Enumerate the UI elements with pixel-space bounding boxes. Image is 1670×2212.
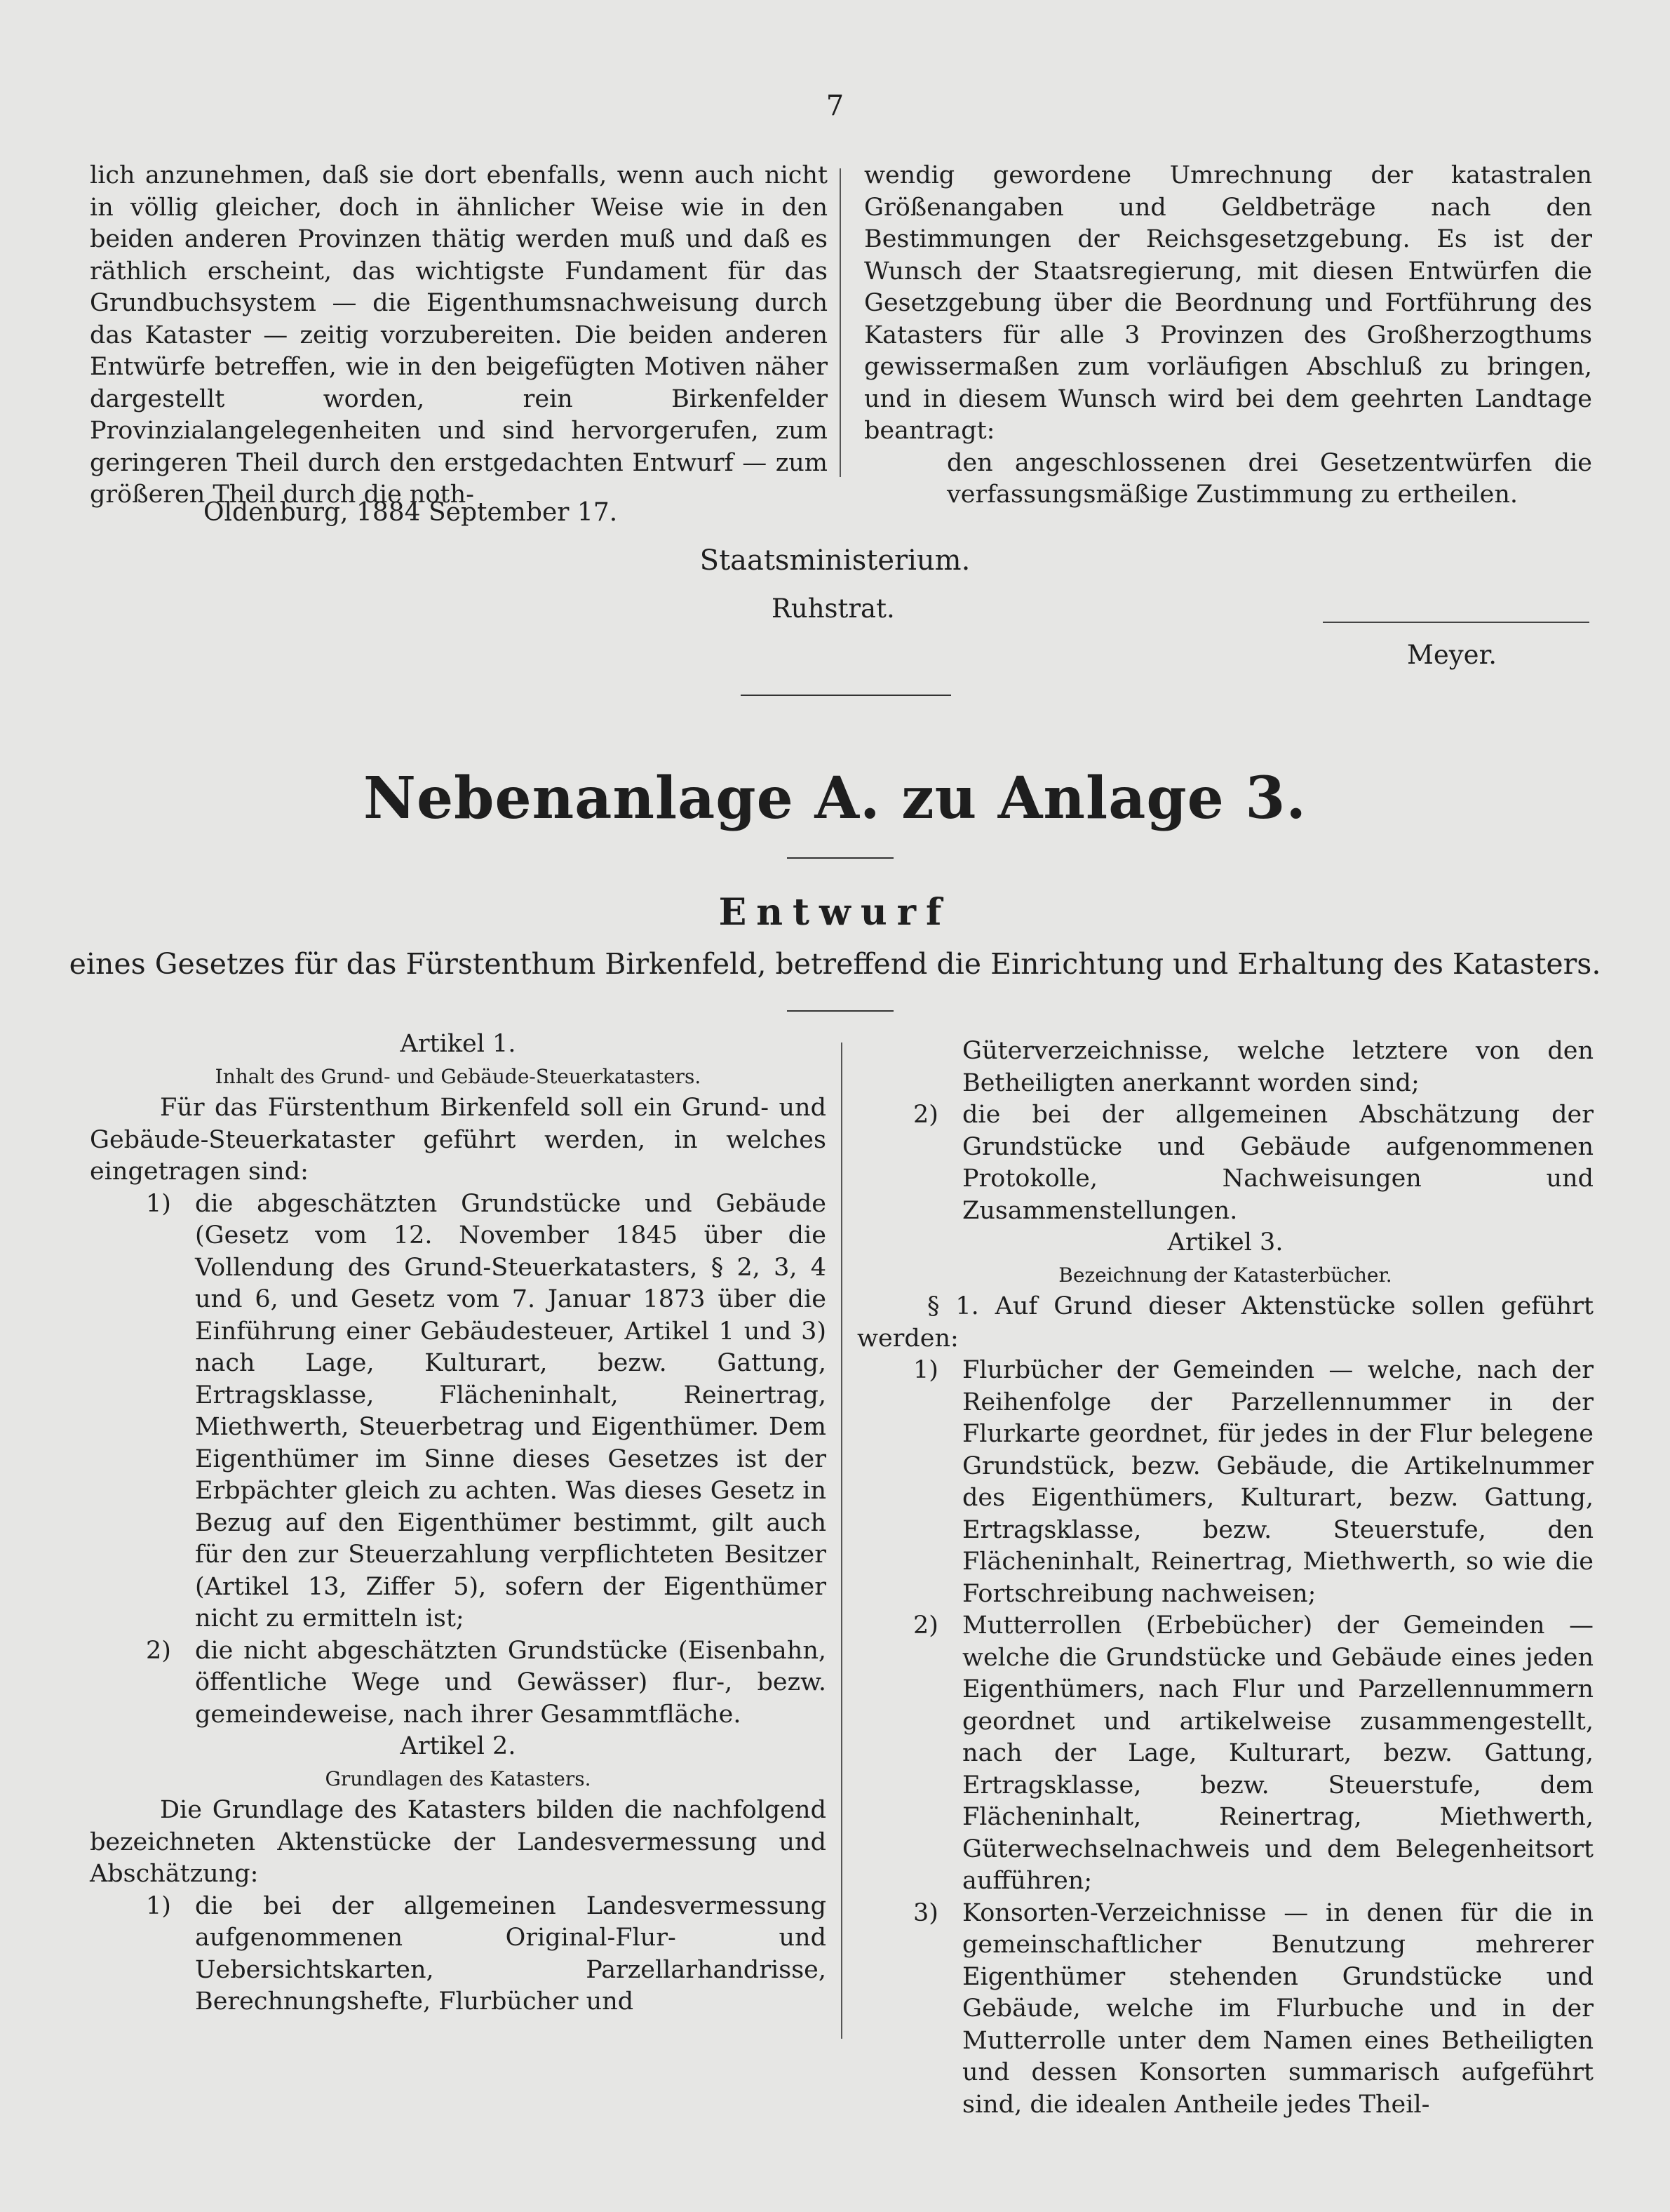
top-right-paragraph: wendig gewordene Umrechnung der katastralen Größenangaben und Geldbeträge nach den Bestimmungen der Reichsgesetzgebung. Es ist der Wunsch der Staatsregierung, mit diesen Entwürfen die Gesetzgebung über die Beordnung und Fortführung des Katasters für alle 3 Provinzen des Großherzogthums gewissermaßen zum vorläufigen Abschluß zu bringen, und in diesem Wunsch wird bei dem geehrten Landtage beantragt: <box>864 161 1592 445</box>
article-2-subheading: Grundlagen des Katasters. <box>325 1767 591 1790</box>
article-3-item-2 <box>857 1610 1594 1898</box>
item-number: 2) <box>146 1636 171 1665</box>
signature-line <box>1323 622 1589 623</box>
separator-subtitle <box>787 1010 894 1012</box>
lower-right-column <box>857 1035 1594 2121</box>
article-2-item-2 <box>857 1099 1594 1227</box>
item-number: 2) <box>913 1101 938 1129</box>
article-3-item-3 <box>857 1898 1594 2121</box>
item-text: die abgeschätzten Grundstücke und Gebäude (Gesetz vom 12. November 1845 über die Vollendung des Grund-Steuerkatasters, § 2, 3, 4 und 6, und Gesetz vom 7. Januar 1873 über die Einführung einer Gebäudesteuer, Artikel 1 und 3) nach Lage, Kulturart, bezw. Gattung, Ertragsklasse, Flächeninhalt, Reinertrag, Miethwerth, Steuerbetrag und Eigenthümer. Dem Eigenthümer im Sinne dieses Gesetzes ist der Erbpächter gleich zu achten. Was dieses Gesetz in Bezug auf den Eigenthümer bestimmt, gilt auch für den zur Steuerzahlung verpflichteten Besitzer (Artikel 13, Ziffer 5), sofern der Eigenthümer nicht zu ermitteln ist; <box>195 1189 826 1633</box>
date-line: Oldenburg, 1884 September 17. <box>203 498 618 527</box>
article-1-item-2 <box>90 1635 826 1731</box>
document-title: Nebenanlage A. zu Anlage 3. <box>363 765 1307 832</box>
draft-subtitle: eines Gesetzes für das Fürstenthum Birkenfeld, betreffend die Einrichtung und Erhaltung des Katasters. <box>69 947 1601 981</box>
item-text: Konsorten-Verzeichnisse — in denen für die in gemeinschaftlicher Benutzung mehrerer Eigenthümer stehenden Grundstücke und Gebäude, welche im Flurbuche und in der Mutterrolle unter dem Namen eines Betheiligten und dessen Konsorten summarisch aufgeführt sind, die idealen Antheile jedes Theil- <box>962 1898 1594 2119</box>
article-3-heading: Artikel 3. <box>1167 1228 1284 1256</box>
separator-title <box>787 857 894 859</box>
top-right-column <box>864 160 1592 511</box>
article-3-intro: § 1. Auf Grund dieser Aktenstücke sollen geführt werden: <box>857 1292 1594 1353</box>
top-left-column <box>90 160 828 511</box>
draft-heading: Entwurf <box>718 891 952 934</box>
signature-ruhstrat: Ruhstrat. <box>772 594 895 624</box>
article-1-heading: Artikel 1. <box>400 1030 516 1058</box>
article-1-intro: Für das Fürstenthum Birkenfeld soll ein Grund- und Gebäude-Steuerkataster geführt werden, in welches eingetragen sind: <box>90 1094 826 1186</box>
ministry-name: Staatsministerium. <box>699 544 971 577</box>
item-text: Flurbücher der Gemeinden — welche, nach der Reihenfolge der Parzellennummer in der Flurkarte geordnet, für jedes in der Flur belegene Grundstück, bezw. Gebäude, die Artikelnummer des Eigenthümers, Kulturart, bezw. Gattung, Ertragsklasse, bezw. Steuerstufe, den Flächeninhalt, Reinertrag, Miethwerth, so wie die Fortschreibung nachweisen; <box>962 1356 1594 1608</box>
article-1-item-1 <box>90 1188 826 1635</box>
item-number: 2) <box>913 1611 938 1640</box>
article-3-subheading: Bezeichnung der Katasterbücher. <box>1058 1263 1392 1287</box>
lower-column-divider <box>841 1043 842 2039</box>
separator-top <box>741 695 951 696</box>
article-2-intro: Die Grundlage des Katasters bilden die nachfolgend bezeichneten Aktenstücke der Landesvermessung und Abschätzung: <box>90 1796 826 1888</box>
lower-left-column <box>90 1028 826 2018</box>
article-2-item-1 <box>90 1891 826 2018</box>
top-left-paragraph: lich anzunehmen, daß sie dort ebenfalls, wenn auch nicht in völlig gleicher, doch in ähnlicher Weise wie in den beiden anderen Provinzen thätig werden muß und daß es räthlich erscheint, das wichtigste Fundament für das Grundbuchsystem — die Eigenthumsnachweisung durch das Kataster — zeitig vorzubereiten. Die beiden anderen Entwürfe betreffen, wie in den beigefügten Motiven näher dargestellt worden, rein Birkenfelder Provinzialangelegenheiten und sind hervorgerufen, zum geringeren Theil durch den erstgedachten Entwurf — zum größeren Theil durch die noth- <box>90 161 828 509</box>
item-number: 1) <box>146 1189 171 1218</box>
top-column-divider <box>840 168 841 477</box>
item-number: 3) <box>913 1898 938 1927</box>
item-number: 1) <box>913 1356 938 1384</box>
item-number: 1) <box>146 1891 171 1920</box>
article-2-item-1-continued <box>857 1035 1594 1099</box>
article-2-heading: Artikel 2. <box>400 1732 516 1760</box>
item-text: Güterverzeichnisse, welche letztere von den Betheiligten anerkannt worden sind; <box>962 1037 1594 1097</box>
item-text: die bei der allgemeinen Abschätzung der Grundstücke und Gebäude aufgenommenen Protokolle, Nachweisungen und Zusammenstellungen. <box>962 1101 1594 1225</box>
signature-meyer: Meyer. <box>1407 640 1497 670</box>
item-text: die nicht abgeschätzten Grundstücke (Eisenbahn, öffentliche Wege und Gewässer) flur-, bezw. gemeindeweise, nach ihrer Gesammtfläche. <box>195 1636 826 1729</box>
top-right-request: den angeschlossenen drei Gesetzentwürfen die verfassungsmäßige Zustimmung zu ertheilen. <box>947 448 1592 509</box>
item-text: die bei der allgemeinen Landesvermessung aufgenommenen Original-Flur- und Uebersichtskarten, Parzellarhandrisse, Berechnungshefte, Flurbücher und <box>195 1891 826 2016</box>
article-1-subheading: Inhalt des Grund- und Gebäude-Steuerkatasters. <box>215 1064 701 1088</box>
article-3-item-1 <box>857 1355 1594 1610</box>
page-number: 7 <box>826 90 844 122</box>
item-text: Mutterrollen (Erbebücher) der Gemeinden — welche die Grundstücke und Gebäude eines jeden Eigenthümers, nach Flur und Parzellennummern geordnet und artikelweise zusammengestellt, nach der Lage, Kulturart, bezw. Gattung, Ertragsklasse, bezw. Steuerstufe, dem Flächeninhalt, Reinertrag, Miethwerth, Güterwechselnachweis und dem Belegenheitsort aufführen; <box>962 1611 1594 1895</box>
